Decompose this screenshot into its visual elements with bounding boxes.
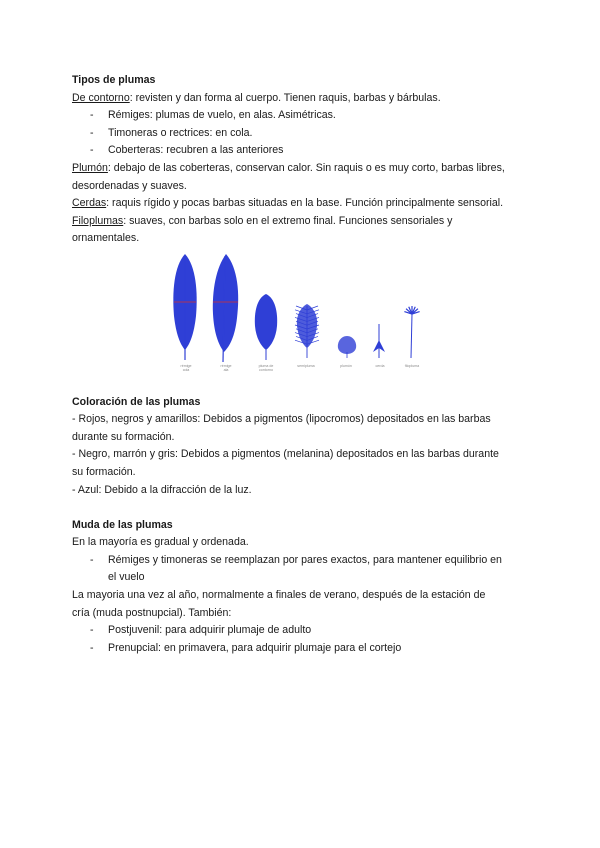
list-item-cont: el vuelo [108,571,145,584]
cerdas-paragraph: Cerdas: raquis rígido y pocas barbas situadas en la base. Función principalmente sensorial. [72,197,504,210]
coloracion-line: - Azul: Debido a la difracción de la luz. [72,483,252,496]
muda-intro: En la mayoría es gradual y ordenada. [72,536,249,549]
filoplumas-paragraph-cont: ornamentales. [72,232,140,245]
list-item: - Postjuvenil: para adquirir plumaje de adulto [90,624,312,637]
contorno-text: : revisten y dan forma al cuerpo. Tienen raquis, barbas y bárbulas. [129,91,441,104]
filoplumas-term: Filoplumas [72,214,124,227]
filopluma-shaft [411,314,412,358]
filoplumas-paragraph: Filoplumas: suaves, con barbas solo en el extremo final. Funciones sensoriales y [72,214,453,227]
plumon-paragraph: Plumón: debajo de las coberteras, conservan calor. Sin raquis o es muy corto, barbas libres, [72,161,505,174]
feather-caption: rémige cola [180,363,192,372]
cerdas-term: Cerdas [72,197,107,210]
plumon-term: Plumón [72,161,108,174]
feather-types-figure [72,252,532,376]
list-item: - Timoneras o rectrices: en cola. [90,126,253,139]
feather-caption: plumón [340,363,352,368]
contorno-paragraph [72,90,532,108]
coloracion-line: su formación. [72,465,136,478]
coloracion-line: durante su formación. [72,430,175,443]
coloracion-line: - Negro, marrón y gris: Debidos a pigmentos (melanina) depositados en las barbas durante [72,448,499,461]
feather-caption: semipluma [297,363,315,368]
muda-heading: Muda de las plumas [72,518,173,531]
tipos-heading: Tipos de plumas [72,74,156,86]
list-item: - Prenupcial: en primavera, para adquirir plumaje para el cortejo [90,641,402,654]
feather-caption: filopluma [404,363,420,368]
contorno-term: De contorno [72,91,130,104]
feather-caption: rémige ala [220,363,232,372]
list-item: - Rémiges: plumas de vuelo, en alas. Asimétricas. [90,109,336,122]
feather-illustration [72,252,532,376]
document-page [72,72,532,657]
coloracion-line: - Rojos, negros y amarillos: Debidos a pigmentos (lipocromos) depositados en las barbas [72,413,491,426]
coloracion-heading: Coloración de las plumas [72,395,201,408]
feather-caption: cerda [375,363,385,368]
list-item: - Coberteras: recubren a las anteriores [90,144,284,157]
list-item: - Rémiges y timoneras se reemplazan por pares exactos, para mantener equilibrio en [90,553,502,566]
plumon-paragraph-cont: desordenadas y suaves. [72,179,187,192]
muda-paragraph-cont: cría (muda postnupcial). También: [72,606,232,619]
plumon-feather [338,336,356,354]
remige-ala-feather [213,254,238,352]
muda-paragraph: La mayoria una vez al año, normalmente a finales de verano, después de la estación de [72,589,486,602]
feather-caption: pluma de contorno [258,363,274,372]
